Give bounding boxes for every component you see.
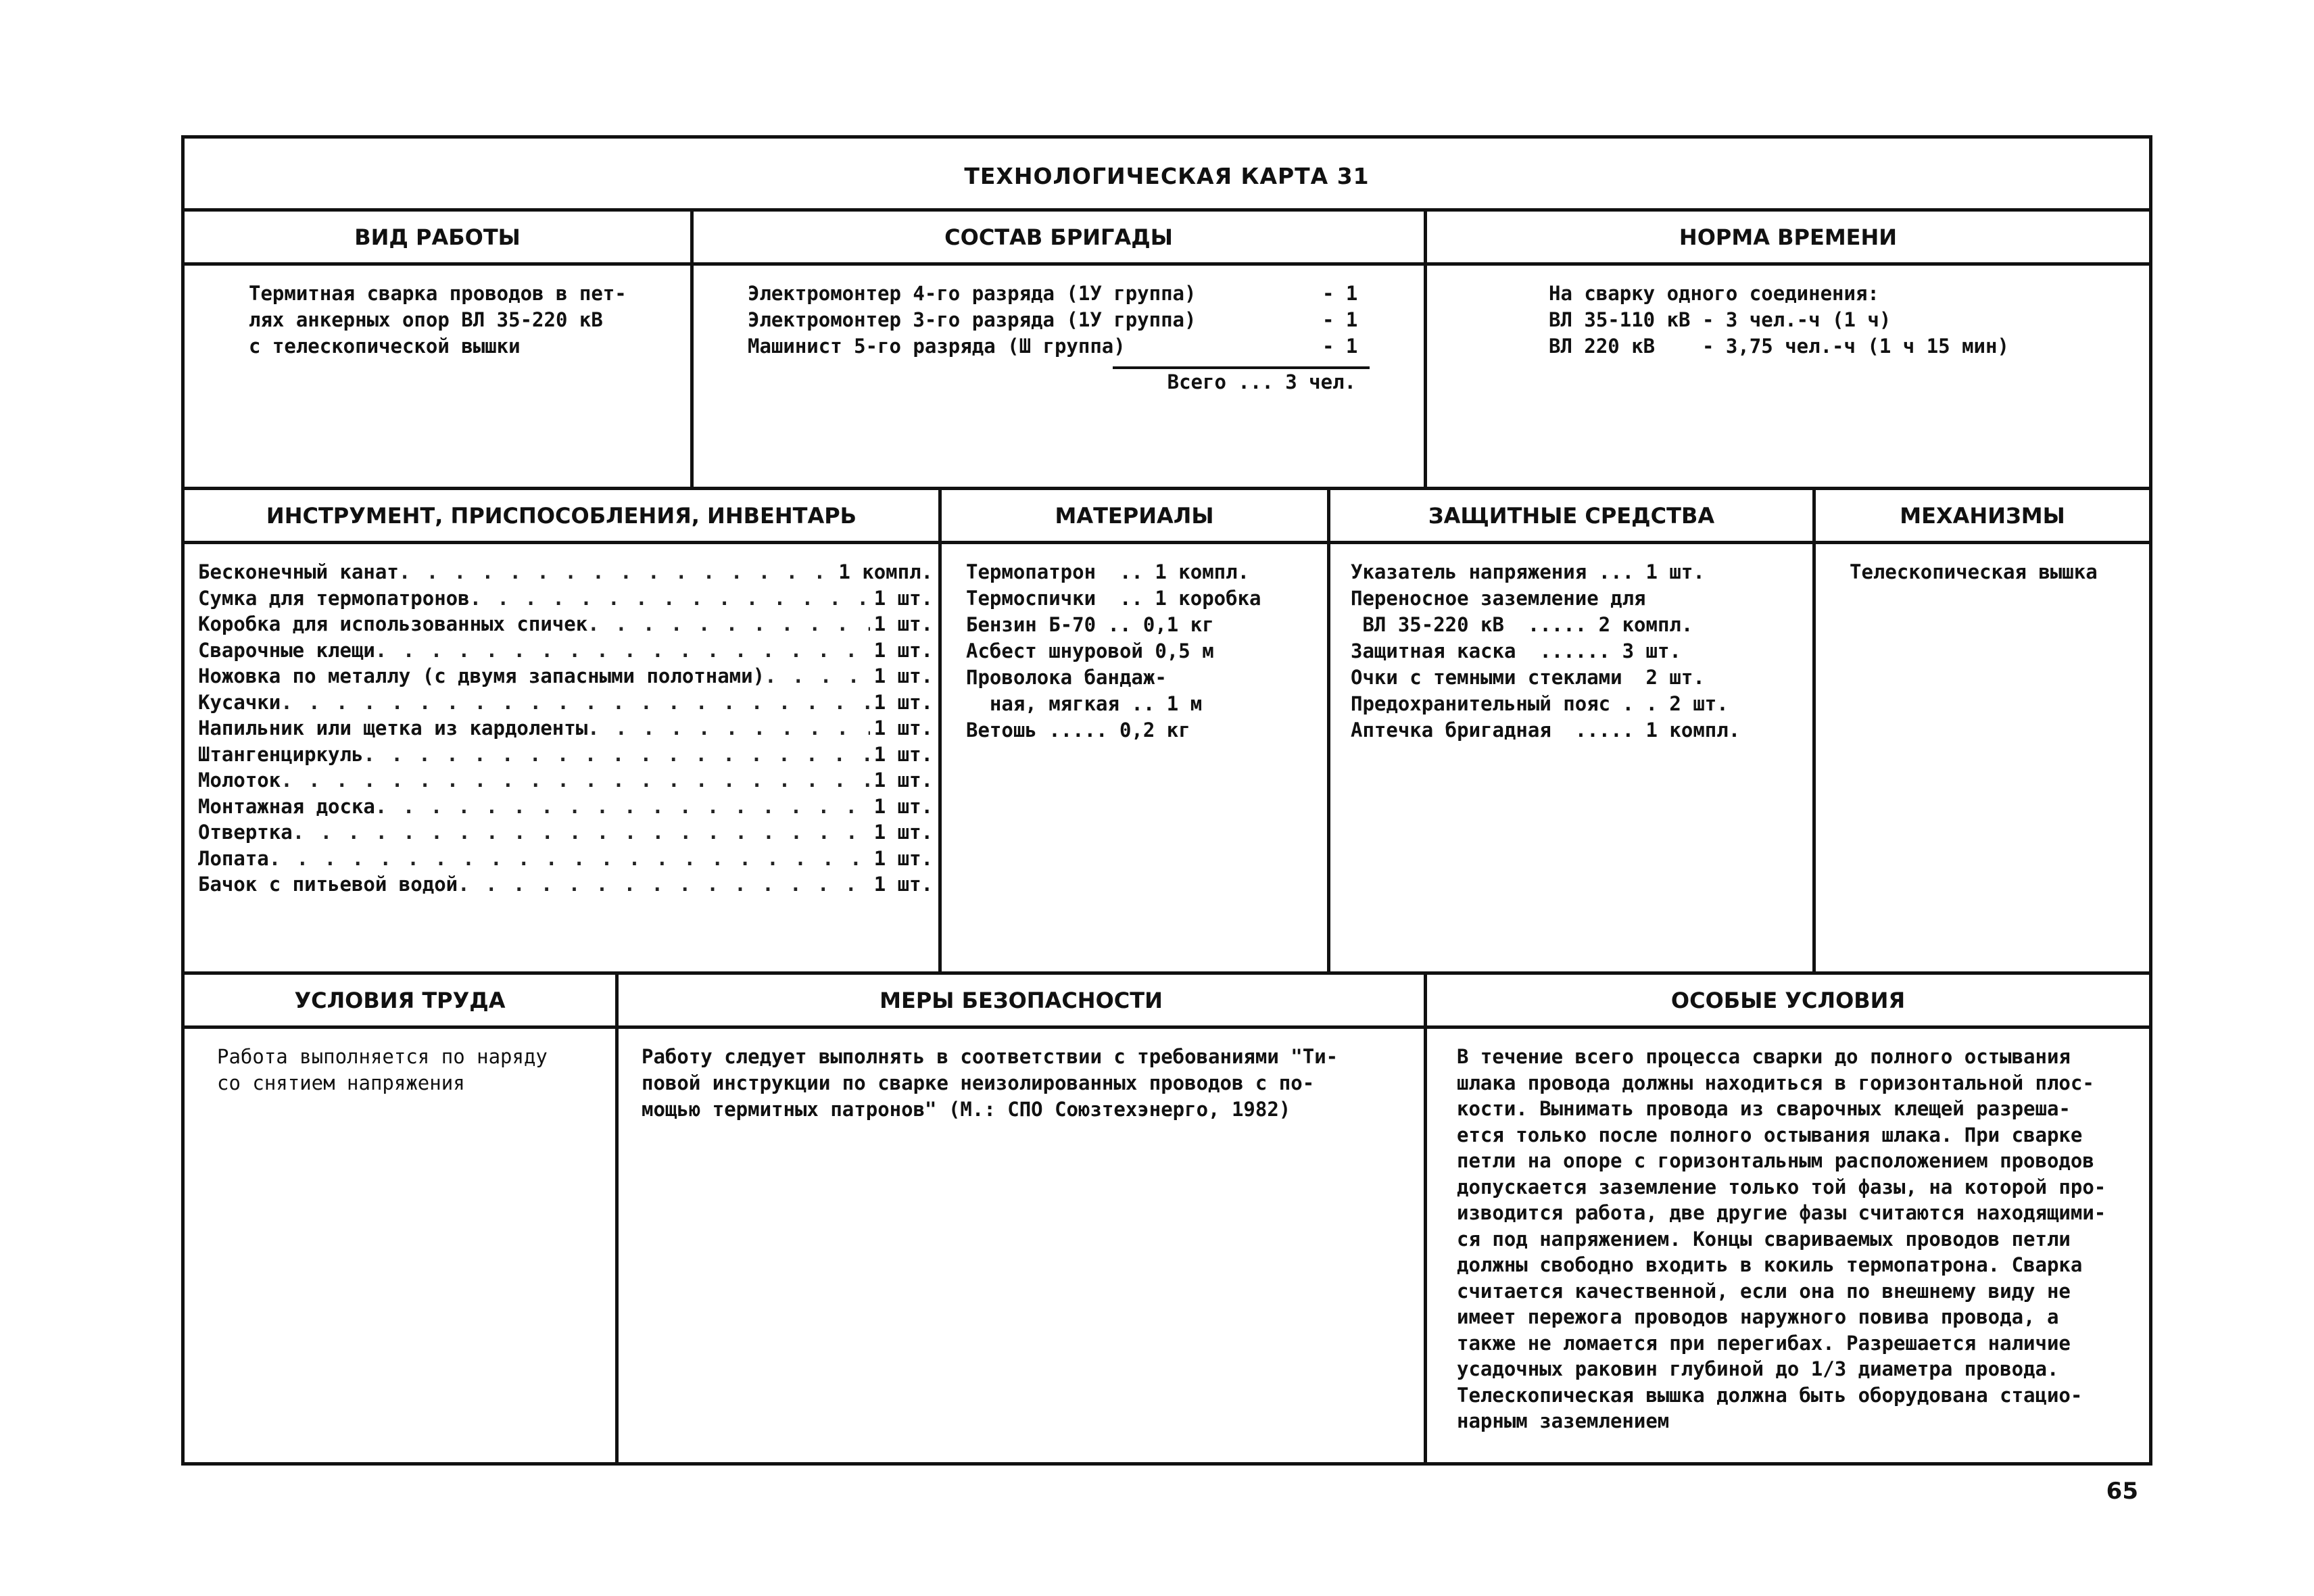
tool-item	[198, 767, 933, 794]
safety-body	[619, 1029, 1424, 1138]
safety-header: МЕРЫ БЕЗОПАСНОСТИ	[619, 975, 1424, 1029]
crew-member-count: - 1	[1322, 282, 1358, 305]
page-number: 65	[2106, 1478, 2138, 1505]
work-type-line: Термитная сварка проводов в пет-	[249, 282, 627, 305]
tool-qty: 1 шт.	[873, 742, 933, 766]
tool-name: Напильник или щетка из кардоленты	[198, 717, 588, 740]
special-body	[1427, 1029, 2149, 1449]
tools-header: ИНСТРУМЕНТ, ПРИСПОСОБЛЕНИЯ, ИНВЕНТАРЬ	[185, 490, 938, 544]
safety-line: повой инструкции по сварке неизолированных проводов с по-	[642, 1071, 1315, 1094]
tool-qty: 1 шт.	[873, 717, 933, 740]
tool-name: Отвертка	[198, 821, 293, 844]
tools-body	[185, 544, 938, 913]
conditions-body	[185, 1029, 615, 1111]
protection-line: Указатель напряжения ... 1 шт.	[1351, 560, 1705, 583]
card-title: ТЕХНОЛОГИЧЕСКАЯ КАРТА 31	[964, 163, 1370, 189]
tool-name: Молоток	[198, 769, 281, 792]
special-line: кости. Вынимать провода из сварочных клещей разреша-	[1457, 1097, 2071, 1120]
material-line: Бензин Б-70 .. 0,1 кг	[966, 613, 1214, 636]
leader-dots	[293, 819, 870, 846]
time-norm-line: На сварку одного соединения:	[1549, 282, 1879, 305]
protection-line: Переносное заземление для	[1351, 587, 1646, 610]
title-bar	[185, 139, 2149, 212]
crew-member	[748, 281, 1383, 307]
leader-dots	[587, 715, 870, 742]
crew-member-name: Электромонтер 3-го разряда (1У группа)	[748, 308, 1197, 331]
tool-qty: 1 шт.	[873, 769, 933, 792]
mechanisms-body	[1816, 544, 2149, 600]
special-section	[1424, 975, 2149, 1462]
tool-name: Коробка для использованных спичек	[198, 612, 588, 635]
special-line: В течение всего процесса сварки до полного остывания	[1457, 1045, 2071, 1068]
crew-member	[748, 333, 1383, 360]
special-line: шлака провода должны находиться в горизонтальной плос-	[1457, 1071, 2094, 1094]
tool-qty: 1 шт.	[873, 873, 933, 896]
protection-line: Предохранительный пояс . . 2 шт.	[1351, 692, 1729, 715]
conditions-line: со снятием напряжения	[217, 1071, 465, 1094]
tool-qty: 1 шт.	[873, 821, 933, 844]
special-line: нарным заземлением	[1457, 1409, 1670, 1432]
tool-qty: 1 шт.	[873, 794, 933, 818]
band-bottom	[185, 975, 2149, 1462]
crew-member-count: - 1	[1322, 335, 1358, 358]
material-line: Асбест шнуровой 0,5 м	[966, 639, 1214, 662]
special-line: изводится работа, две другие фазы считаются находящими-	[1457, 1201, 2106, 1224]
tool-qty: 1 шт.	[873, 690, 933, 714]
material-line: Термоспички .. 1 коробка	[966, 587, 1261, 610]
special-line: ется только после полного остывания шлака. При сварке	[1457, 1123, 2083, 1146]
materials-header: МАТЕРИАЛЫ	[942, 490, 1327, 544]
leader-dots	[281, 690, 869, 716]
material-line: ная, мягкая .. 1 м	[966, 692, 1203, 715]
tool-name: Бесконечный канат	[198, 560, 399, 583]
safety-section	[615, 975, 1424, 1462]
special-line: допускается заземление только той фазы, на которой про-	[1457, 1175, 2106, 1199]
mechanisms-header: МЕХАНИЗМЫ	[1816, 490, 2149, 544]
conditions-header: УСЛОВИЯ ТРУДА	[185, 975, 615, 1029]
band-top	[185, 212, 2149, 490]
crew-header: СОСТАВ БРИГАДЫ	[694, 212, 1424, 266]
special-line: должны свободно входить в кокиль термопатрона. Сварка	[1457, 1253, 2083, 1276]
material-line: Ветошь ..... 0,2 кг	[966, 719, 1190, 742]
special-line: считается качественной, если она по внешнему виду не	[1457, 1279, 2071, 1303]
tech-card-sheet	[181, 135, 2152, 1466]
tool-item	[198, 871, 933, 898]
protection-line: Защитная каска ...... 3 шт.	[1351, 639, 1681, 662]
time-norm-line: ВЛ 220 кВ - 3,75 чел.-ч (1 ч 15 мин)	[1549, 335, 2009, 358]
time-norm-header: НОРМА ВРЕМЕНИ	[1427, 212, 2149, 266]
tool-qty: 1 шт.	[873, 846, 933, 870]
crew-member-name: Машинист 5-го разряда (Ш группа)	[748, 335, 1126, 358]
tool-name: Ножовка по металлу (с двумя запасными полотнами)	[198, 664, 765, 687]
protection-line: Аптечка бригадная ..... 1 компл.	[1351, 719, 1741, 742]
tool-qty: 1 шт.	[873, 586, 933, 610]
material-line: Проволока бандаж-	[966, 666, 1167, 689]
special-line: усадочных раковин глубиной до 1/3 диаметра провода.	[1457, 1357, 2059, 1380]
tool-item	[198, 742, 933, 768]
crew-member	[748, 307, 1383, 333]
leader-dots	[587, 611, 870, 637]
special-line: Телескопическая вышка должна быть оборудована стацио-	[1457, 1383, 2083, 1407]
tool-name: Сварочные клещи	[198, 638, 375, 662]
tool-item	[198, 715, 933, 742]
protection-line: ВЛ 35-220 кВ ..... 2 компл.	[1351, 613, 1693, 636]
leader-dots	[458, 871, 870, 898]
safety-line: мощью термитных патронов" (М.: СПО Союзтехэнерго, 1982)	[642, 1098, 1291, 1121]
conditions-section	[185, 975, 615, 1462]
leader-dots	[375, 794, 870, 820]
crew-member-count: - 1	[1322, 308, 1358, 331]
tool-item	[198, 585, 933, 612]
tool-qty: 1 компл.	[838, 560, 933, 583]
work-type-section	[185, 212, 690, 487]
special-line: имеет пережога проводов наружного повива провода, а	[1457, 1305, 2059, 1328]
leader-dots	[765, 663, 870, 690]
material-line: Термопатрон .. 1 компл.	[966, 560, 1250, 583]
tool-item	[198, 611, 933, 637]
band-middle	[185, 490, 2149, 975]
leader-dots	[470, 585, 870, 612]
crew-total: Всего ... 3 чел.	[1167, 370, 1356, 393]
protection-line: Очки с темными стеклами 2 шт.	[1351, 666, 1705, 689]
tool-name: Лопата	[198, 846, 269, 870]
mechanism-line: Телескопическая вышка	[1850, 560, 2098, 583]
work-type-line: с телескопической вышки	[249, 335, 521, 358]
tool-item	[198, 819, 933, 846]
tool-name: Бачок с питьевой водой	[198, 873, 458, 896]
crew-body	[694, 266, 1424, 410]
special-line: петли на опоре с горизонтальным расположением проводов	[1457, 1149, 2094, 1172]
special-line: также не ломается при перегибах. Разрешается наличие	[1457, 1331, 2071, 1355]
protection-body	[1330, 544, 1812, 758]
protection-section	[1327, 490, 1812, 971]
special-header: ОСОБЫЕ УСЛОВИЯ	[1427, 975, 2149, 1029]
work-type-line: лях анкерных опор ВЛ 35-220 кВ	[249, 308, 603, 331]
leader-dots	[363, 742, 869, 768]
tool-item	[198, 846, 933, 872]
tool-qty: 1 шт.	[873, 664, 933, 687]
tool-name: Сумка для термопатронов	[198, 586, 470, 610]
mechanisms-section	[1812, 490, 2149, 971]
tool-item	[198, 794, 933, 820]
tool-item	[198, 559, 933, 585]
tool-qty: 1 шт.	[873, 638, 933, 662]
tool-name: Кусачки	[198, 690, 281, 714]
crew-section	[690, 212, 1424, 487]
tool-name: Монтажная доска	[198, 794, 375, 818]
time-norm-section	[1424, 212, 2149, 487]
work-type-header: ВИД РАБОТЫ	[185, 212, 690, 266]
work-type-body	[185, 266, 690, 374]
special-line: ся под напряжением. Концы свариваемых проводов петли	[1457, 1227, 2071, 1251]
leader-dots	[269, 846, 870, 872]
tool-item	[198, 637, 933, 664]
leader-dots	[375, 637, 870, 664]
materials-body	[942, 544, 1327, 758]
materials-section	[938, 490, 1327, 971]
conditions-line: Работа выполняется по наряду	[217, 1045, 548, 1068]
time-norm-line: ВЛ 35-110 кВ - 3 чел.-ч (1 ч)	[1549, 308, 1891, 331]
tools-section	[185, 490, 938, 971]
tool-name: Штангенциркуль	[198, 742, 364, 766]
leader-dots	[399, 559, 835, 585]
leader-dots	[281, 767, 869, 794]
tool-qty: 1 шт.	[873, 612, 933, 635]
safety-line: Работу следует выполнять в соответствии с требованиями "Ти-	[642, 1045, 1339, 1068]
crew-member-name: Электромонтер 4-го разряда (1У группа)	[748, 282, 1197, 305]
protection-header: ЗАЩИТНЫЕ СРЕДСТВА	[1330, 490, 1812, 544]
tool-item	[198, 663, 933, 690]
tool-item	[198, 690, 933, 716]
time-norm-body	[1427, 266, 2149, 374]
